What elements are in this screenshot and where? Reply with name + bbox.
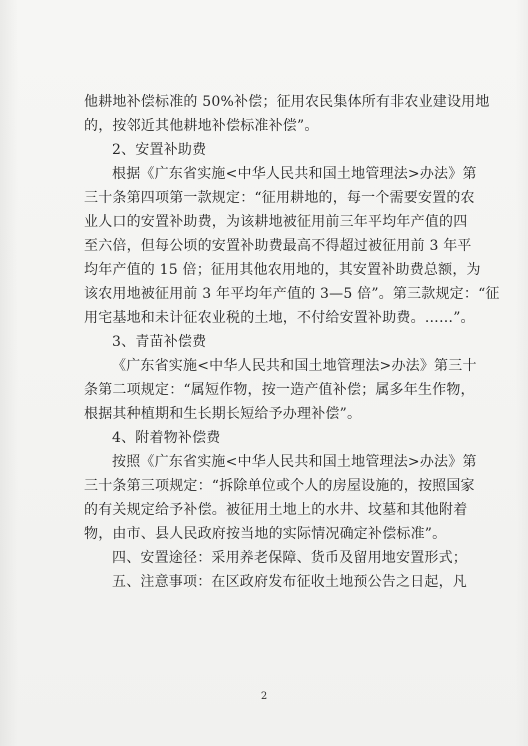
text-line-16: 按照《广东省实施<中华人民共和国土地管理法>办法》第 xyxy=(112,454,477,470)
section-heading-five-prev: 四、安置途径：采用养老保障、货币及留用地安置形式； xyxy=(112,550,467,566)
text-line-1: 他耕地补偿标准的 50%补偿；征用农民集体所有非农业建设用地 xyxy=(84,94,490,110)
text-line-12: 《广东省实施<中华人民共和国土地管理法>办法》第三十 xyxy=(112,358,477,374)
section-heading-3: 3、青苗补偿费 xyxy=(112,334,207,350)
text-line-4: 根据《广东省实施<中华人民共和国土地管理法>办法》第 xyxy=(112,166,477,182)
text-line-10: 用宅基地和未计征农业税的土地，不付给安置补助费。……”。 xyxy=(84,310,475,326)
text-line-9: 该农用地被征用前 3 年平均年产值的 3—5 倍”。第三款规定：“征 xyxy=(84,286,500,302)
text-line-6: 业人口的安置补助费，为该耕地被征用前三年平均年产值的四 xyxy=(84,214,468,230)
page-number: 2 xyxy=(260,691,268,702)
text-line-18: 的有关规定给予补偿。被征用土地上的水井、坟墓和其他附着 xyxy=(84,502,468,518)
text-line-7: 至六倍，但每公顷的安置补助费最高不得超过被征用前 3 年平 xyxy=(84,238,472,254)
left-scan-shadow xyxy=(0,0,18,746)
section-heading-2: 2、安置补助费 xyxy=(112,142,207,158)
text-line-8: 均年产值的 15 倍；征用其他农用地的，其安置补助费总额，为 xyxy=(84,262,481,278)
text-line-19: 物，由市、县人民政府按当地的实际情况确定补偿标准”。 xyxy=(84,526,447,542)
section-heading-five: 五、注意事项：在区政府发布征收土地预公告之日起，凡 xyxy=(112,574,467,590)
text-line-14: 根据其种植期和生长期长短给予办理补偿”。 xyxy=(84,406,362,422)
text-line-2: 的，按邻近其他耕地补偿标准补偿”。 xyxy=(84,118,319,134)
document-text xyxy=(84,90,500,594)
section-heading-4: 4、附着物补偿费 xyxy=(112,430,221,446)
right-scan-shadow xyxy=(516,0,528,746)
text-line-5: 三十条第四项第一款规定：“征用耕地的，每一个需要安置的农 xyxy=(84,190,475,206)
text-line-13: 条第二项规定：“属短作物，按一造产值补偿；属多年生作物， xyxy=(84,382,475,398)
text-line-17: 三十条第三项规定：“拆除单位或个人的房屋设施的，按照国家 xyxy=(84,478,475,494)
